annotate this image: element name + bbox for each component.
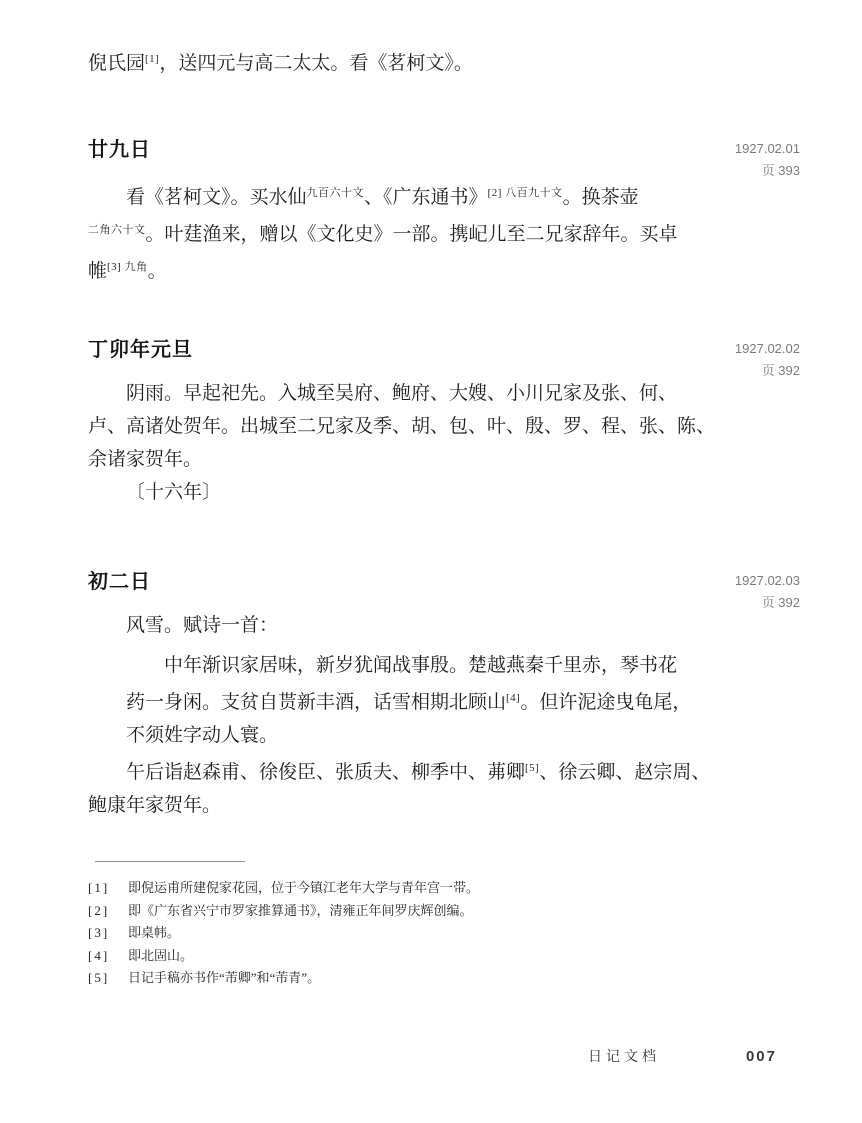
footer-page-number: 007 xyxy=(745,1048,777,1065)
footnote-marker: [3] xyxy=(88,925,110,940)
text-line: 鲍康年家贺年。 xyxy=(88,795,222,816)
entry-date: 1927.02.01 xyxy=(734,141,800,156)
footer-section-title: 日记文档 xyxy=(587,1050,660,1065)
entry-page-ref: 页 392 xyxy=(761,363,800,378)
entry-date-block xyxy=(735,338,800,382)
text-line: 看《茗柯文》。买水仙$^{九百六十文}$、《广东通书》$^{[2] 八百九十文}$。换茶壶 xyxy=(126,187,639,208)
diary-entry-section-2 xyxy=(88,336,800,509)
diary-entry-section-3 xyxy=(88,568,800,822)
footnote-text: 即倪运甫所建倪家花园，位于今镇江老年大学与青年宫一带。 xyxy=(128,880,480,895)
footnote-text: 即北固山。 xyxy=(128,947,194,963)
entry-heading: 丁卯年元旦 xyxy=(88,339,193,361)
intro-continuation-line: 倪氏园[1]，送四元与高二太太。看《茗柯文》。 xyxy=(88,53,473,74)
text-line: 帷$^{[3] 九角}$。 xyxy=(88,261,167,282)
footnote-marker: [4] xyxy=(88,947,110,963)
text-line: 阴雨。早起祀先。入城至吴府、鲍府、大嫂、小川兄家及张、何、 xyxy=(126,383,678,404)
entry-date: 1927.02.02 xyxy=(734,341,800,356)
entry-paragraph xyxy=(88,377,716,509)
page-footer xyxy=(588,1046,777,1066)
poem-line: 不须姓字动人寰。 xyxy=(126,725,279,746)
text-line: 卢、高诸处贺年。出城至二兄家及季、胡、包、叶、殷、罗、程、张、陈、 xyxy=(88,416,716,437)
entry-date: 1927.02.03 xyxy=(734,573,800,588)
text-line: 余诸家贺年。 xyxy=(88,449,203,470)
footnote-text: 日记手稿亦书作“芾卿”和“芾青”。 xyxy=(128,970,321,985)
footnote-item xyxy=(88,945,479,968)
entry-heading: 廿九日 xyxy=(88,139,151,161)
diary-entry-section-1 xyxy=(88,136,800,288)
footnote-item xyxy=(88,900,479,923)
footnote-marker: [5] xyxy=(88,970,110,985)
footnote-item xyxy=(88,877,479,900)
text-line: 午后诣赵森甫、徐俊臣、张质夫、柳季中、茀卿[5]、徐云卿、赵宗周、 xyxy=(126,762,711,783)
poem-line: 药一身闲。支贫自贳新丰酒，话雪相期北顾山[4]。但许泥途曳龟尾， xyxy=(126,692,692,713)
text-line-year-note: 〔十六年〕 xyxy=(126,482,222,503)
footnote-text: 即桌帏。 xyxy=(128,925,181,940)
footnote-divider xyxy=(95,861,245,862)
poem-line: 中年渐识家居味，新岁犹闻战事殷。楚越燕秦千里赤，琴书花 xyxy=(164,655,678,676)
footnote-marker: [2] xyxy=(88,902,110,918)
footnote-marker: [1] xyxy=(88,880,110,895)
footnote-text: 即《广东省兴宁市罗家推算通书》，清雍正年间罗庆辉创编。 xyxy=(128,902,473,918)
entry-page-ref: 页 392 xyxy=(761,595,800,610)
entry-page-ref: 页 393 xyxy=(761,163,800,178)
footnote-list xyxy=(88,877,479,990)
text-line: 风雪。赋诗一首： xyxy=(126,615,279,636)
entry-date-block xyxy=(735,138,800,182)
entry-paragraph xyxy=(88,609,711,822)
entry-paragraph xyxy=(88,177,688,288)
footnote-item xyxy=(88,967,479,990)
entry-date-block xyxy=(735,570,800,614)
footnote-item xyxy=(88,922,479,945)
text-line: $^{二角六十文}$。叶莛渔来，赠以《文化史》一部。携屺儿至二兄家辞年。买卓 xyxy=(88,224,678,245)
entry-heading: 初二日 xyxy=(88,571,151,593)
